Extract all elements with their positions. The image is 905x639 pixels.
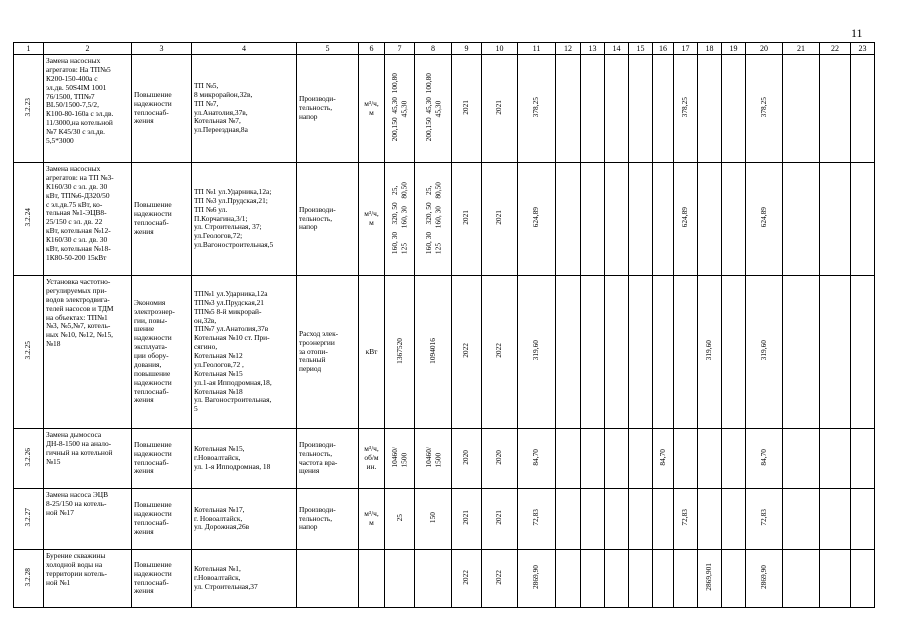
cell-c11: [518, 489, 556, 550]
column-number: 18: [698, 43, 722, 55]
cell-c17: [674, 429, 698, 489]
cell-c21: [783, 429, 820, 489]
cell-c23: [851, 550, 875, 608]
cell-text: 3.2.23: [23, 97, 33, 117]
cell-c7: [385, 55, 415, 163]
column-number: 3: [132, 43, 192, 55]
cell-c8: [415, 55, 452, 163]
cell-c15: [629, 489, 653, 550]
cell-name: Замена насосных агрегатов: На ТП№5 К200-150-400а с эл.дв. 50S4IM 1001 76/1500, ТП№7 BL50/1500-7,5/2, К100-80-160а с эл.дв. 11/3000,на котельной №7 К45/30 с эл.дв. 5,5*3000: [44, 55, 132, 163]
cell-c14: [605, 276, 629, 429]
cell-c10: [482, 550, 518, 608]
cell-text: 2021: [461, 210, 471, 225]
cell-name: Бурение скважины холодной воды на территории котель- ной №1: [44, 550, 132, 608]
cell-text: 624,89: [680, 207, 690, 228]
cell-c23: [851, 55, 875, 163]
cell-name: Замена насоса ЭЦВ 8-25/150 на котель- ной №17: [44, 489, 132, 550]
cell-text: 2869,901: [704, 563, 714, 591]
cell-address: ТП№1 ул.Ударника,12а ТП№3 ул.Прудская,21 ТП№5 8-й микрорай- он,32в, ТП№7 ул.Анатолия,37в Котельная №10 ст. При- сягино, Котельная №12 ул.Геологов,72 , Котельная №15 ул.1-ая Ипподромная,18, Котельная №18 ул. Вагоностроительная, 5: [192, 276, 297, 429]
table-row: [14, 163, 875, 276]
cell-c16: [653, 276, 674, 429]
cell-param: Производи- тельность, частота вра- щения: [297, 429, 359, 489]
cell-text: 150: [428, 512, 438, 524]
column-number: 16: [653, 43, 674, 55]
cell-c13: [581, 489, 605, 550]
column-number: 4: [192, 43, 297, 55]
cell-c19: [722, 276, 746, 429]
cell-unit: м³/ч, м: [359, 163, 385, 276]
table-row: [14, 550, 875, 608]
cell-c8: [415, 550, 452, 608]
cell-c8: [415, 489, 452, 550]
cell-text: 2020: [494, 449, 504, 465]
cell-c7: [385, 550, 415, 608]
cell-param: Производи- тельность, напор: [297, 489, 359, 550]
cell-num: [14, 55, 44, 163]
cell-c17: [674, 55, 698, 163]
cell-c11: [518, 276, 556, 429]
cell-text: 2021: [494, 510, 504, 525]
column-number: 17: [674, 43, 698, 55]
cell-c9: [452, 163, 482, 276]
cell-c17: [674, 489, 698, 550]
cell-c21: [783, 163, 820, 276]
cell-c10: [482, 276, 518, 429]
cell-c7: [385, 429, 415, 489]
table-row: [14, 55, 875, 163]
cell-c15: [629, 276, 653, 429]
column-number: 14: [605, 43, 629, 55]
cell-address: Котельная №15, г.Новоалтайск, ул. 1-я Ипподромная, 18: [192, 429, 297, 489]
cell-c21: [783, 55, 820, 163]
column-number: 2: [44, 43, 132, 55]
column-number: 11: [518, 43, 556, 55]
cell-c12: [556, 550, 581, 608]
column-number: 6: [359, 43, 385, 55]
cell-text: 72,83: [531, 509, 541, 526]
cell-text: 3.2.28: [23, 567, 33, 587]
column-number: 5: [297, 43, 359, 55]
cell-text: 72,83: [758, 509, 768, 526]
investment-table: [13, 42, 875, 608]
cell-c18: [698, 163, 722, 276]
cell-c20: [746, 55, 783, 163]
page-number: 11: [851, 26, 863, 40]
cell-c17: [674, 276, 698, 429]
cell-text: 378,25: [680, 96, 690, 118]
cell-c14: [605, 55, 629, 163]
cell-c9: [452, 489, 482, 550]
cell-text: 2021: [461, 510, 471, 525]
cell-goal: Повышение надежности теплоснаб- жения: [132, 489, 192, 550]
cell-goal: Повышение надежности теплоснаб- жения: [132, 55, 192, 163]
cell-c10: [482, 55, 518, 163]
cell-text: 84,70: [758, 448, 768, 466]
cell-c12: [556, 429, 581, 489]
cell-param: Производи- тельность, напор: [297, 163, 359, 276]
cell-c22: [820, 55, 851, 163]
cell-c14: [605, 163, 629, 276]
cell-text: 160, 30 320, 50 25, 125 160, 30 80,50: [390, 181, 409, 254]
cell-text: 10460/ 1500: [423, 446, 442, 468]
cell-c14: [605, 429, 629, 489]
column-number: 1: [14, 43, 44, 55]
cell-c20: [746, 489, 783, 550]
cell-c15: [629, 429, 653, 489]
cell-text: 2022: [494, 569, 504, 585]
cell-c21: [783, 550, 820, 608]
cell-text: 1094016: [428, 337, 438, 364]
cell-c21: [783, 276, 820, 429]
cell-c8: [415, 429, 452, 489]
cell-num: [14, 429, 44, 489]
cell-c14: [605, 550, 629, 608]
cell-num: [14, 276, 44, 429]
cell-text: 160, 30 320, 50 25, 125 160, 30 80,50: [423, 181, 442, 254]
cell-address: Котельная №17, г. Новоалтайск, ул. Дорожная,26в: [192, 489, 297, 550]
cell-c16: [653, 429, 674, 489]
cell-text: 3.2.26: [23, 447, 33, 467]
cell-c16: [653, 489, 674, 550]
cell-text: 200,150 45,30 100,80 45,30: [390, 72, 409, 142]
cell-c18: [698, 550, 722, 608]
cell-text: 72,83: [680, 509, 690, 526]
cell-c18: [698, 55, 722, 163]
cell-c13: [581, 429, 605, 489]
cell-address: ТП №1 ул.Ударника,12а; ТП №3 ул.Прудская,21; ТП №6 ул. П.Корчагина,3/1; ул. Строительная, 37; ул.Геологов,72; ул.Вагоностроительная,5: [192, 163, 297, 276]
cell-unit: м³/ч, об/м ин.: [359, 429, 385, 489]
cell-text: 2869,90: [758, 565, 768, 590]
cell-c13: [581, 55, 605, 163]
cell-c21: [783, 489, 820, 550]
cell-c23: [851, 276, 875, 429]
column-number: 15: [629, 43, 653, 55]
cell-c23: [851, 163, 875, 276]
cell-c12: [556, 276, 581, 429]
cell-unit: м³/ч, м: [359, 55, 385, 163]
cell-text: 2022: [494, 343, 504, 358]
cell-c18: [698, 276, 722, 429]
column-number: 20: [746, 43, 783, 55]
cell-c9: [452, 429, 482, 489]
cell-text: 2021: [494, 99, 504, 115]
cell-c22: [820, 489, 851, 550]
cell-c9: [452, 55, 482, 163]
cell-num: [14, 550, 44, 608]
cell-c14: [605, 489, 629, 550]
cell-text: 2021: [494, 210, 504, 225]
cell-param: Производи- тельность, напор: [297, 55, 359, 163]
cell-c15: [629, 163, 653, 276]
cell-name: Замена дымососа ДН-8-1500 на анало- гичный на котельной №15: [44, 429, 132, 489]
cell-goal: Повышение надежности теплоснаб- жения: [132, 429, 192, 489]
column-number: 7: [385, 43, 415, 55]
cell-c20: [746, 276, 783, 429]
cell-text: 378,25: [531, 96, 541, 118]
cell-c16: [653, 55, 674, 163]
column-number: 9: [452, 43, 482, 55]
cell-c17: [674, 550, 698, 608]
cell-num: [14, 163, 44, 276]
cell-goal: Повышение надежности теплоснаб- жения: [132, 550, 192, 608]
cell-c20: [746, 163, 783, 276]
cell-c23: [851, 429, 875, 489]
cell-text: 2020: [461, 449, 471, 465]
cell-text: 1367520: [394, 337, 404, 364]
cell-goal: Повышение надежности теплоснаб- жения: [132, 163, 192, 276]
cell-text: 319,60: [758, 340, 768, 361]
cell-address: ТП №5, 8 микрорайон,32в, ТП №7, ул.Анатолия,37в, Котельная №7, ул.Переездная,8а: [192, 55, 297, 163]
cell-c16: [653, 163, 674, 276]
cell-c12: [556, 55, 581, 163]
cell-text: 10460/ 1500: [390, 446, 409, 468]
cell-text: 2022: [461, 569, 471, 585]
cell-c12: [556, 163, 581, 276]
cell-text: 25: [394, 513, 404, 522]
cell-c13: [581, 163, 605, 276]
cell-c11: [518, 429, 556, 489]
cell-text: 319,60: [704, 340, 714, 361]
column-number: 10: [482, 43, 518, 55]
cell-c18: [698, 489, 722, 550]
cell-c19: [722, 550, 746, 608]
column-number: 12: [556, 43, 581, 55]
cell-unit: кВт: [359, 276, 385, 429]
cell-text: 3.2.25: [23, 341, 33, 360]
cell-c12: [556, 489, 581, 550]
cell-c17: [674, 163, 698, 276]
cell-name: Установка частотно- регулируемых при- водов электродвига- телей насосов и ТДМ на объектах: ТП№1 №3, №5,№7, котель- ных №10, №12, №15, №18: [44, 276, 132, 429]
column-number-row: [14, 43, 875, 55]
cell-text: 319,60: [531, 340, 541, 361]
column-number: 21: [783, 43, 820, 55]
cell-c19: [722, 429, 746, 489]
cell-c10: [482, 163, 518, 276]
cell-c15: [629, 55, 653, 163]
cell-c7: [385, 163, 415, 276]
cell-c15: [629, 550, 653, 608]
column-number: 23: [851, 43, 875, 55]
cell-text: 84,70: [657, 448, 667, 466]
cell-text: 2869,90: [531, 565, 541, 590]
cell-text: 624,89: [758, 207, 768, 228]
cell-text: 84,70: [531, 448, 541, 466]
cell-c23: [851, 489, 875, 550]
cell-c19: [722, 55, 746, 163]
cell-num: [14, 489, 44, 550]
cell-text: 3.2.27: [23, 508, 33, 527]
cell-text: 624,89: [531, 207, 541, 228]
column-number: 22: [820, 43, 851, 55]
table-row: [14, 429, 875, 489]
cell-c10: [482, 489, 518, 550]
cell-c9: [452, 276, 482, 429]
cell-unit: м³/ч, м: [359, 489, 385, 550]
cell-c16: [653, 550, 674, 608]
cell-c20: [746, 550, 783, 608]
cell-c22: [820, 429, 851, 489]
column-number: 13: [581, 43, 605, 55]
cell-unit: [359, 550, 385, 608]
cell-c22: [820, 550, 851, 608]
cell-c19: [722, 489, 746, 550]
cell-goal: Экономия электроэнер- гии, повы- шение надежности эксплуата- ции обору- дования, повышение надежности теплоснаб- жения: [132, 276, 192, 429]
table-row: [14, 276, 875, 429]
cell-c19: [722, 163, 746, 276]
table-row: [14, 489, 875, 550]
cell-c11: [518, 163, 556, 276]
cell-c20: [746, 429, 783, 489]
cell-c7: [385, 276, 415, 429]
cell-param: Расход элек- троэнергии за отопи- тельный период: [297, 276, 359, 429]
cell-c13: [581, 550, 605, 608]
cell-c10: [482, 429, 518, 489]
cell-c11: [518, 55, 556, 163]
cell-text: 200,150 45,30 100,80 45,30: [423, 72, 442, 142]
cell-c9: [452, 550, 482, 608]
cell-c22: [820, 276, 851, 429]
cell-name: Замена насосных агрегатов: на ТП №3- К160/30 с эл. дв. 30 кВт, ТП№6-Д320/50 с эл.дв.75 кВт, ко- тельная №1-ЭЦВ8- 25/150 с эл. дв. 22 кВт, котельная №12- К160/30 с эл. дв. 30 кВт, котельная №18- 1К80-50-200 15кВт: [44, 163, 132, 276]
cell-c18: [698, 429, 722, 489]
cell-text: 378,25: [758, 96, 768, 118]
cell-c11: [518, 550, 556, 608]
cell-c13: [581, 276, 605, 429]
cell-text: 2021: [461, 99, 471, 115]
cell-text: 2022: [461, 343, 471, 358]
cell-c22: [820, 163, 851, 276]
column-number: 19: [722, 43, 746, 55]
cell-c8: [415, 163, 452, 276]
cell-address: Котельная №1, г.Новоалтайск, ул. Строительная,37: [192, 550, 297, 608]
cell-param: [297, 550, 359, 608]
column-number: 8: [415, 43, 452, 55]
cell-c8: [415, 276, 452, 429]
cell-c7: [385, 489, 415, 550]
cell-text: 3.2.24: [23, 208, 33, 227]
